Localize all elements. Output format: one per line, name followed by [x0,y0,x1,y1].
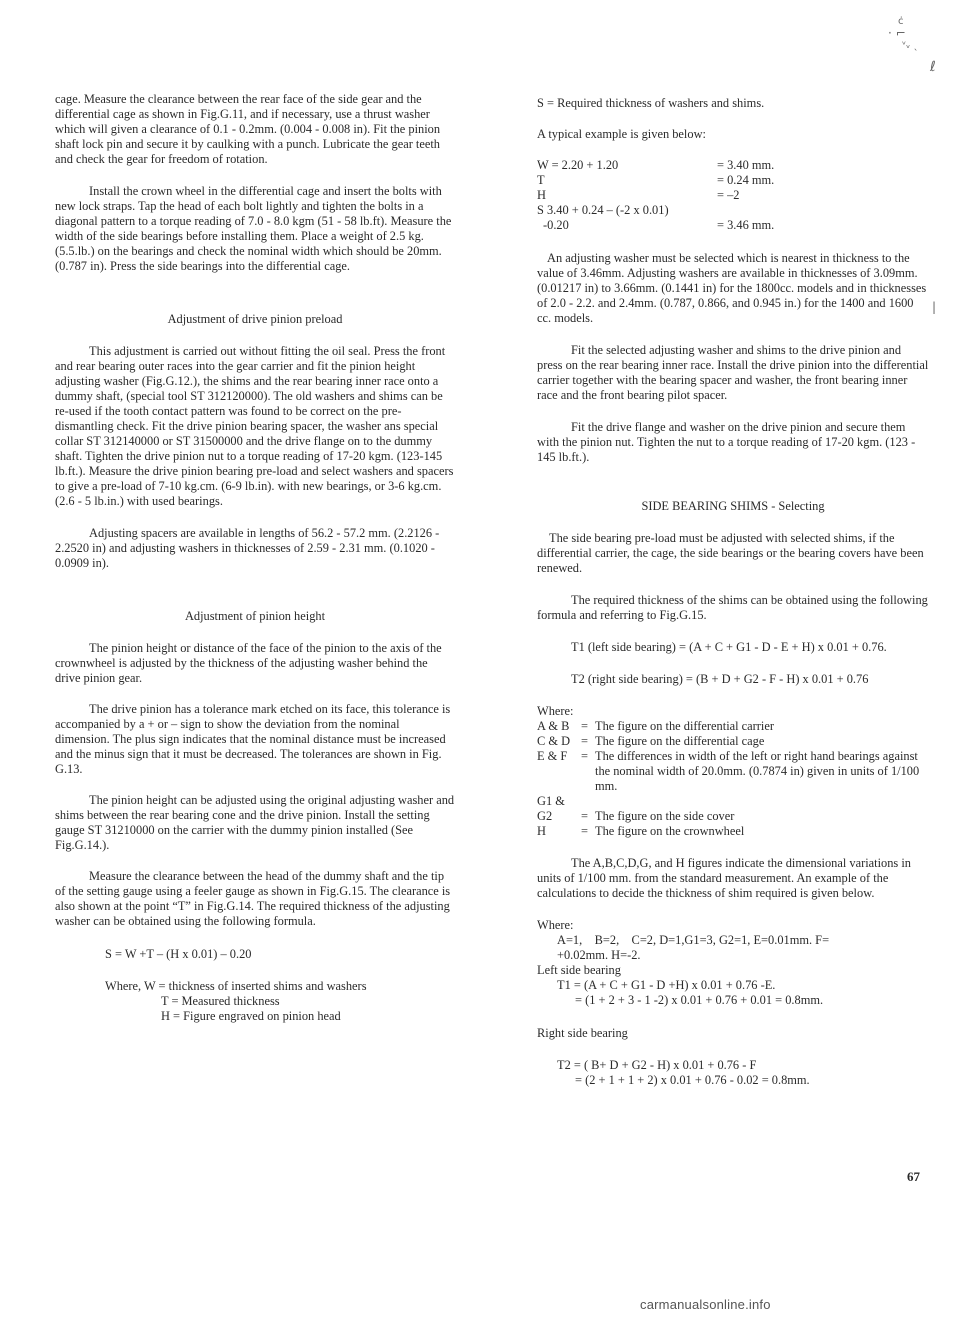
where-label: Where: [537,704,574,718]
footer-watermark: carmanualsonline.info [640,1297,771,1312]
paragraph: cage. Measure the clearance between the rear face of the side gear and the differential cage as shown in Fig.G.11, and if necessary, use a thrust washer which will given a clearance of 0.1 - 0.2mm. (0.004 - 0.008 in). Fit the pinion shaft lock pin and secure it by caulking with a punch. Lubricate the gear teeth and check the gear for freedom of rotation. [55,92,441,166]
scan-mark-icon: ᵛᵥ ˎ [902,40,919,51]
scan-mark-icon: ċ [898,16,904,27]
paragraph: The drive pinion has a tolerance mark etched on its face, this tolerance is accompanied by a + or – sign to show the deviation from the nominal dimension. The plus sign indicates that the nominal distance must be increased and the minus sign that it must be decreased. The tolerances are shown in Fig. G.13. [55,702,451,776]
where-line: T = Measured thickness [161,994,280,1008]
paragraph: Adjusting spacers are available in lengths of 56.2 - 57.2 mm. (2.2126 - 2.2520 in) and adjusting washers in thicknesses of 2.59 - 2.31 mm. (0.1020 - 0.0909 in). [55,526,440,570]
paragraph: The side bearing pre-load must be adjusted with selected shims, if the differential carrier, the cage, the side bearings or the bearing covers have been renewed. [537,531,924,575]
paragraph: The A,B,C,D,G, and H figures indicate the dimensional variations in units of 1/100 mm. from the standard measurement. An example of the calculations to decide the thickness of shim required is given below. [537,856,911,900]
paragraph: This adjustment is carried out without fitting the oil seal. Press the front and rear bearing outer races into the gear carrier and fit the pinion height adjusting washer (Fig.G.12.), the shims and the rear bearing inner race onto a dummy shaft, (special tool ST 312120000). The old washers and shims can be re-used if the tooth contact pattern was found to be correct on the pre-dismantling check. Fit the drive pinion bearing spacer, the washer ans special collar ST 312140000 or ST 31500000 and the drive flange on to the dummy shaft. Tighten the drive pinion nut to a torque reading of 17-20 kgm. (123-145 lb.ft.). Measure the drive pinion bearing pre-load and select washers and spacers to give a pre-load of 7-10 kg.cm. (6-9 lb.in). with new bearings, or 3-6 kg.cm. (2.6 - 5 lb.in.) with used bearings. [55,344,454,508]
scan-mark-icon: · ⌐ [888,26,906,40]
paragraph: The pinion height can be adjusted using the original adjusting washer and shims between the rear bearing cone and the drive pinion. Install the setting gauge ST 31210000 on the carrier with the dummy pinion installed (See Fig.G.14.). [55,793,455,852]
example-row: -0.20 = 3.46 mm. [543,218,775,232]
paragraph: An adjusting washer must be selected which is nearest in thickness to the value of 3.46mm. Adjusting washers are available in thicknesses of 3.09mm. (0.01217 in) to 3.66mm. (0.1441 in) for the 1800cc. models and in thicknesses of 2.0 - 2.2. and 2.4mm. (0.787, 0.866, and 0.945 in.) for the 1400 and 1600 cc. models. [537,251,927,325]
example-row: W = 2.20 + 1.20 = 3.40 mm. [537,158,775,172]
definition-row: E & F = The differences in width of the left or right hand bearings against the nominal width of 20.0mm. (0.7874 in) given in units of 1/100 mm. [537,749,920,793]
right-column [537,96,929,1088]
paragraph: Fit the selected adjusting washer and shims to the drive pinion and press on the rear bearing inner race. Install the drive pinion into the differential carrier together with the bearing spacer and washer, the front bearing inner race and the front bearing pilot spacer. [537,343,929,402]
where-line: H = Figure engraved on pinion head [161,1009,341,1023]
paragraph: A typical example is given below: [537,127,706,141]
definition-row: C & D = The figure on the differential cage [537,734,765,748]
example-values: +0.02mm. H=-2. [557,948,641,962]
definition-row: G1 & G2 = The figure on the side cover [537,794,735,823]
formula: S = W +T – (H x 0.01) – 0.20 [105,947,252,961]
definition-row: A & B = The figure on the differential carrier [537,719,774,733]
example-row: S 3.40 + 0.24 – (-2 x 0.01) [537,203,669,217]
example-row: H = –2 [537,188,740,202]
example-row: T = 0.24 mm. [537,173,775,187]
paragraph: Fit the drive flange and washer on the drive pinion and secure them with the pinion nut. Tighten the nut to a torque reading of 17-20 kgm. (123 - 145 lb.ft.). [537,420,916,464]
formula: T1 (left side bearing) = (A + C + G1 - D - E + H) x 0.01 + 0.76. [571,640,887,654]
paragraph: Install the crown wheel in the differential cage and insert the bolts with new lock straps. Tap the head of each bolt lightly and tighten the bolts in a diagonal pattern to a torque reading of 7.0 - 8.0 kgm (51 - 58 lb.ft). Measure the width of the side bearings before installing them. Place a weight of 2.5 kg. (5.5.lb.) on the bearings and check the nominal width which should be 20mm. (0.787 in). Press the side bearings into the differential cage. [55,184,452,273]
calculation: T2 = ( B+ D + G2 - H) x 0.01 + 0.76 - F [557,1058,757,1072]
calculation: T1 = (A + C + G1 - D +H) x 0.01 + 0.76 -E. [557,978,776,992]
bearing-label: Right side bearing [537,1026,628,1040]
bearing-label: Left side bearing [537,963,621,977]
scan-mark-icon: ℓ [930,59,936,75]
example-values: A=1, B=2, C=2, D=1,G1=3, G2=1, E=0.01mm. F= [557,933,830,947]
paragraph: Measure the clearance between the head of the dummy shaft and the tip of the setting gauge using a feeler gauge as shown in Fig.G.15. The clearance is also shown at the point “T” in Fig.G.14. The required thickness of the adjusting washer can be obtained using the following formula. [55,869,451,928]
paragraph: S = Required thickness of washers and shims. [537,96,765,110]
section-heading: SIDE BEARING SHIMS - Selecting [641,499,825,513]
calculation: = (2 + 1 + 1 + 2) x 0.01 + 0.76 - 0.02 = 0.8mm. [575,1073,810,1087]
left-column [55,92,455,1024]
example-table [537,158,929,233]
paragraph: The required thickness of the shims can be obtained using the following formula and referring to Fig.G.15. [537,593,928,622]
definition-row: H = The figure on the crownwheel [537,824,745,838]
page-number: 67 [907,1169,920,1184]
section-heading: Adjustment of pinion height [184,609,326,623]
scan-mark-icon: | [932,300,937,314]
formula: T2 (right side bearing) = (B + D + G2 - F - H) x 0.01 + 0.76 [571,672,869,686]
calculation: = (1 + 2 + 3 - 1 -2) x 0.01 + 0.76 + 0.01 = 0.8mm. [575,993,824,1007]
section-heading: Adjustment of drive pinion preload [167,312,343,326]
where-label: Where: [537,918,574,932]
where-line: Where, W = thickness of inserted shims and washers [105,979,367,993]
paragraph: The pinion height or distance of the face of the pinion to the axis of the crownwheel is adjusted by the thickness of the adjusting washer behind the drive pinion gear. [55,641,442,685]
